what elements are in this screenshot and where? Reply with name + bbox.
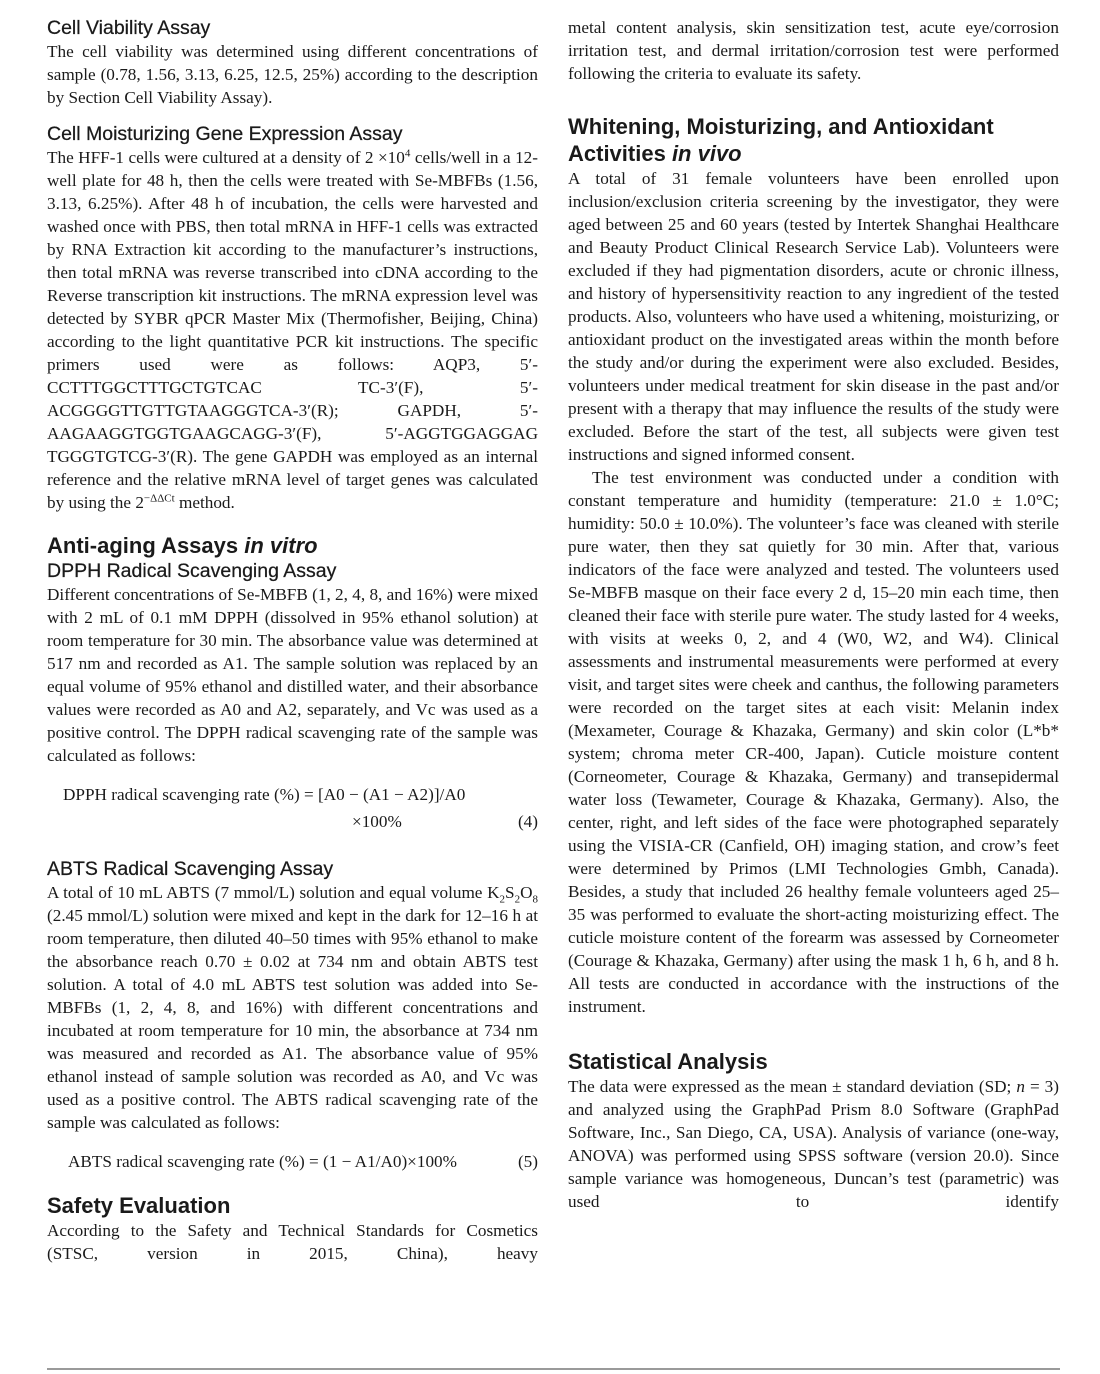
footer-divider: [47, 1368, 1060, 1370]
paragraph-safety: According to the Safety and Technical Standards for Cosmetics (STSC, version in 2015, China), heavy: [47, 1221, 538, 1263]
right-column: [568, 16, 1059, 1213]
equation-5: ABTS radical scavenging rate (%) = (1 − A1/A0)×100% (5): [47, 1146, 538, 1178]
paragraph-abts: A total of 10 mL ABTS (7 mmol/L) solution and equal volume $K_2S_2O_8$ (2.45 mmol/L) solution were mixed and kept in the dark for 12–16 h at room temperature, then diluted 40–50 times with 95% ethanol to make the absorbance reach 0.70 ± 0.02 at 734 nm and obtain ABTS test solution. A total of 4.0 mL ABTS test solution was added into Se-MBFBs (1, 2, 4, 8, and 16%) with different concentrations and incubated at room temperature for 10 min, the absorbance at 734 nm was measured and recorded as A1. The absorbance value of 95% ethanol instead of sample solution was recorded as A0, and Vc was used as a positive control. The ABTS radical scavenging rate of the sample was calculated as follows:: [47, 883, 538, 1132]
paragraph-moisturizing-gene: The HFF-1 cells were cultured at a density of $2 \times 10^4$ cells/well in a 12-well plate for 48 h, then the cells were treated with Se-MBFBs (1.56, 3.13, 6.25%). After 48 h of incubation, the cells were harvested and washed once with PBS, then total mRNA in HFF-1 cells was extracted by RNA Extraction kit according to the manufacturer’s instructions, then total mRNA was reverse transcribed into cDNA according to the Reverse transcription kit instructions. The mRNA expression level was detected by SYBR qPCR Master Mix (Thermofisher, Beijing, China) according to the light quantitative PCR kit instructions. The specific primers used were as follows: AQP3, 5′-CCTTTGGCTTTGCTGTCAC TC-3′(F), 5′-ACGGGGTTGTTGTAAGGGTCA-3′(R); GAPDH, 5′-AAGAAGGTGGTGAAGCAGG-3′(F), 5′-AGGTGGAGGAG TGGGTGTCG-3′(R). The gene GAPDH was employed as an internal reference and the relative mRNA level of target genes was calculated by using the $2^{-\Delta\Delta Ct}$ method.: [47, 147, 538, 512]
paragraph-statistical-analysis: The data were expressed as the mean ± standard deviation (SD; n = 3) and analyzed using the GraphPad Prism 8.0 Software (GraphPad Software, Inc., San Diego, CA, USA). Analysis of variance (one-way, ANOVA) was performed using SPSS software (version 20.0). Since sample variance was homogeneous, Duncan’s test (parametric) was used to identify: [568, 1077, 1059, 1211]
heading-moisturizing-gene: Cell Moisturizing Gene Expression Assay: [47, 123, 403, 145]
heading-in-vivo: Whitening, Moisturizing, and Antioxidant Activities in vivo: [568, 114, 994, 166]
heading-anti-aging: Anti-aging Assays in vitro: [47, 533, 318, 558]
paragraph-safety-continued: metal content analysis, skin sensitization test, acute eye/corrosion irritation test, and dermal irritation/corrosion test were performed following the criteria to evaluate its safety.: [568, 18, 1059, 83]
paragraph-cell-viability: The cell viability was determined using different concentrations of sample (0.78, 1.56, 3.13, 6.25, 12.5, 25%) according to the description by Section Cell Viability Assay).: [47, 42, 538, 107]
heading-dpph: DPPH Radical Scavenging Assay: [47, 560, 337, 582]
heading-cell-viability: Cell Viability Assay: [47, 17, 211, 39]
equation-number: (4): [517, 812, 538, 831]
equation-number: (5): [517, 1152, 538, 1171]
left-column: [47, 16, 538, 1265]
equation-4: DPPH radical scavenging rate (%) = [A0 − (A1 − A2)]/A0 ×100% (4): [47, 779, 538, 837]
heading-statistical-analysis: Statistical Analysis: [568, 1049, 768, 1074]
paragraph-in-vivo-2: The test environment was conducted under a condition with constant temperature and humidity (temperature: 21.0 ± 1.0°C; humidity: 50.0 ± 10.0%). The volunteer’s face was cleaned with sterile pure water, then they sat quietly for 30 min. After that, various indicators of the face were analyzed and tested. The volunteers used Se-MBFB masque on their face every 2 d, 15–20 min each time, then cleaned their face with sterile pure water. The study lasted for 4 weeks, with visits at weeks 0, 2, and 4 (W0, W2, and W4). Clinical assessments and instrumental measurements were performed at every visit, and target sites were cheek and canthus, the following parameters were recorded on the target sites at each visit: Melanin index (Mexameter, Courage & Khazaka, Germany) and skin color (L*b* system; chroma meter CR-400, Japan). Cuticle moisture content (Corneometer, Courage & Khazaka, Germany) and transepidermal water loss (Tewameter, Courage & Khazaka, Germany). Also, the center, right, and left sides of the face were photographed separately using the VISIA-CR (Canfield, OH) imaging station, and crow’s feet were determined by Primos (LMI Technologies Gmbh, Canada). Besides, a study that included 26 healthy female volunteers aged 25–35 was performed to evaluate the short-acting moisturizing effect. The cuticle moisture content of the forearm was assessed by Corneometer (Courage & Khazaka, Germany) after using the mask 1 h, 6 h, and 8 h. All tests are conducted in accordance with the instructions of the instrument.: [568, 468, 1059, 1016]
paragraph-in-vivo-1: A total of 31 female volunteers have been enrolled upon inclusion/exclusion criteria screening by the investigator, they were aged between 25 and 60 years (tested by Intertek Shanghai Healthcare and Beauty Product Clinical Research Service Lab). Volunteers were excluded if they had pigmentation disorders, acute or chronic illness, and history of hypersensitivity reaction to any ingredient of the tested products. Also, volunteers who have used a whitening, moisturizing, or antioxidant product on the investigated areas within the month before the study and/or during the experiment were also excluded. Besides, volunteers under medical treatment for skin disease in the past and/or present with a therapy that may influence the results of the study were excluded. Before the start of the test, all subjects were given test instructions and signed informed consent.: [568, 169, 1059, 464]
heading-safety: Safety Evaluation: [47, 1193, 231, 1218]
heading-abts: ABTS Radical Scavenging Assay: [47, 858, 334, 880]
paragraph-dpph: Different concentrations of Se-MBFB (1, 2, 4, 8, and 16%) were mixed with 2 mL of 0.1 mM DPPH (dissolved in 95% ethanol solution) at room temperature for 30 min. The absorbance value was determined at 517 nm and recorded as A1. The sample solution was replaced by an equal volume of 95% ethanol and distilled water, and their absorbance values were recorded as A0 and A2, separately, and Vc was used as a positive control. The DPPH radical scavenging rate of the sample was calculated as follows:: [47, 585, 538, 765]
